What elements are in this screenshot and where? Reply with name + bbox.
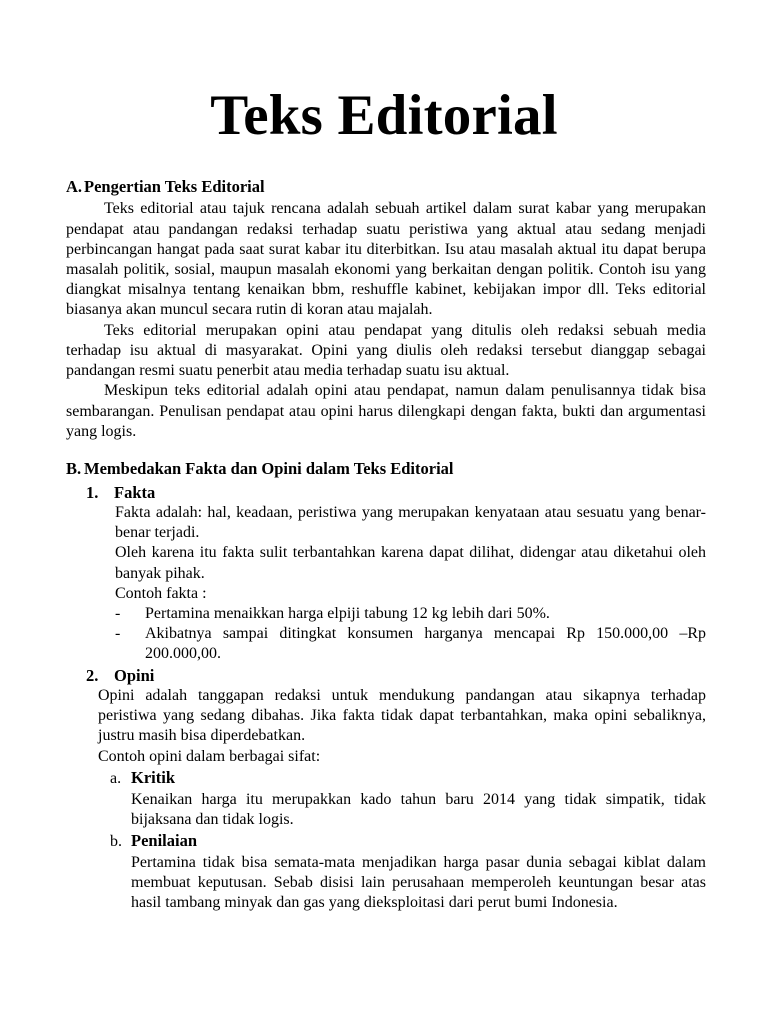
fakta-body [115,503,706,665]
dash-bullet-marker: - [115,604,121,622]
paragraph: Opini adalah tanggapan redaksi untuk mendukung pandangan atau sikapnya terhadap peristiwa yang sedang dibahas. Jika fakta tidak dapat terbantahkan, maka opini sebaliknya, justru masih bisa diperdebatkan. [98,687,706,745]
page-title: Teks Editorial [210,84,558,147]
opini-heading-text: Opini [114,665,155,685]
section-a-heading [66,177,706,198]
subitem-heading [110,767,706,790]
opini-subitems [110,767,706,914]
opini-heading [86,665,706,686]
opini-body [98,686,706,913]
list-item-text: Pertamina menaikkan harga elpiji tabung 12 kg lebih dari 50%. [145,604,550,622]
list-item-text: Akibatnya sampai ditingkat konsumen harganya mencapai Rp 150.000,00 –Rp 200.000,00. [145,625,706,663]
list-item-fakta [86,482,706,665]
list-item [115,624,706,664]
section-b-heading [66,459,706,480]
fakta-heading [86,482,706,503]
paragraph: Teks editorial atau tajuk rencana adalah sebuah artikel dalam surat kabar yang merupakan pendapat atau pandangan redaksi terhadap suatu peristiwa yang aktual atau sedang menjadi perbincangan hangat pada saat surat kabar itu diterbitkan. Isu atau masalah aktual itu dapat berupa masalah politik, sosial, maupun masalah ekonomi yang berkaitan dengan politik. Contoh isu yang diangkat misalnya tentang kenaikan bbm, reshuffle kabinet, kebijakan impor dll. Teks editorial biasanya akan muncul secara rutin di koran atau majalah. [66,200,706,319]
fakta-marker: 1. [86,482,99,502]
opini-lead-in: Contoh opini dalam berbagai sifat: [98,747,321,765]
fakta-heading-text: Fakta [114,482,156,502]
subitem-marker: b. [110,833,122,851]
section-b-marker: B. [66,458,82,478]
list-item [115,604,706,624]
subitem-heading-text: Kritik [131,767,175,787]
section-b-heading-text: Membedakan Fakta dan Opini dalam Teks Editorial [84,458,454,478]
section-a-marker: A. [66,176,83,196]
document-body [0,177,768,914]
subitem-body [131,790,706,830]
subitem-marker: a. [110,769,122,787]
dash-bullet-marker: - [115,625,121,643]
section-b [66,459,706,914]
paragraph: Oleh karena itu fakta sulit terbantahkan karena dapat dilihat, didengar atau diketahui oleh banyak pihak. [115,544,706,582]
opini-marker: 2. [86,665,99,685]
subitem-heading [110,830,706,853]
paragraph: Pertamina tidak bisa semata-mata menjadikan harga pasar dunia sebagai kiblat dalam membuat keputusan. Sebab disisi lain perusahaan memperoleh keuntungan besar atas hasil tambang minyak dan gas yang dieksploitasi dari perut bumi Indonesia. [131,853,706,912]
paragraph: Teks editorial merupakan opini atau pendapat yang ditulis oleh redaksi sebuah media terhadap isu aktual di masyarakat. Opini yang diulis oleh redaksi tersebut dianggap sebagai pandangan resmi suatu penerbit atau media terhadap suatu isu aktual. [66,321,706,380]
subitem-heading-text: Penilaian [131,831,198,851]
paragraph: Kenaikan harga itu merupakkan kado tahun baru 2014 yang tidak simpatik, tidak bijaksana dan tidak logis. [131,790,706,828]
paragraph: Contoh fakta : [115,584,207,602]
paragraph: Meskipun teks editorial adalah opini atau pendapat, namun dalam penulisannya tidak bisa sembarangan. Penulisan pendapat atau opini harus dilengkapi dengan fakta, bukti dan argumentasi yang logis. [66,382,706,440]
paragraph: Fakta adalah: hal, keadaan, peristiwa yang merupakan kenyataan atau sesuatu yang benar-benar terjadi. [115,503,706,542]
section-a-heading-text: Pengertian Teks Editorial [84,176,265,196]
subitem-body [131,853,706,914]
list-item-opini [86,665,706,914]
